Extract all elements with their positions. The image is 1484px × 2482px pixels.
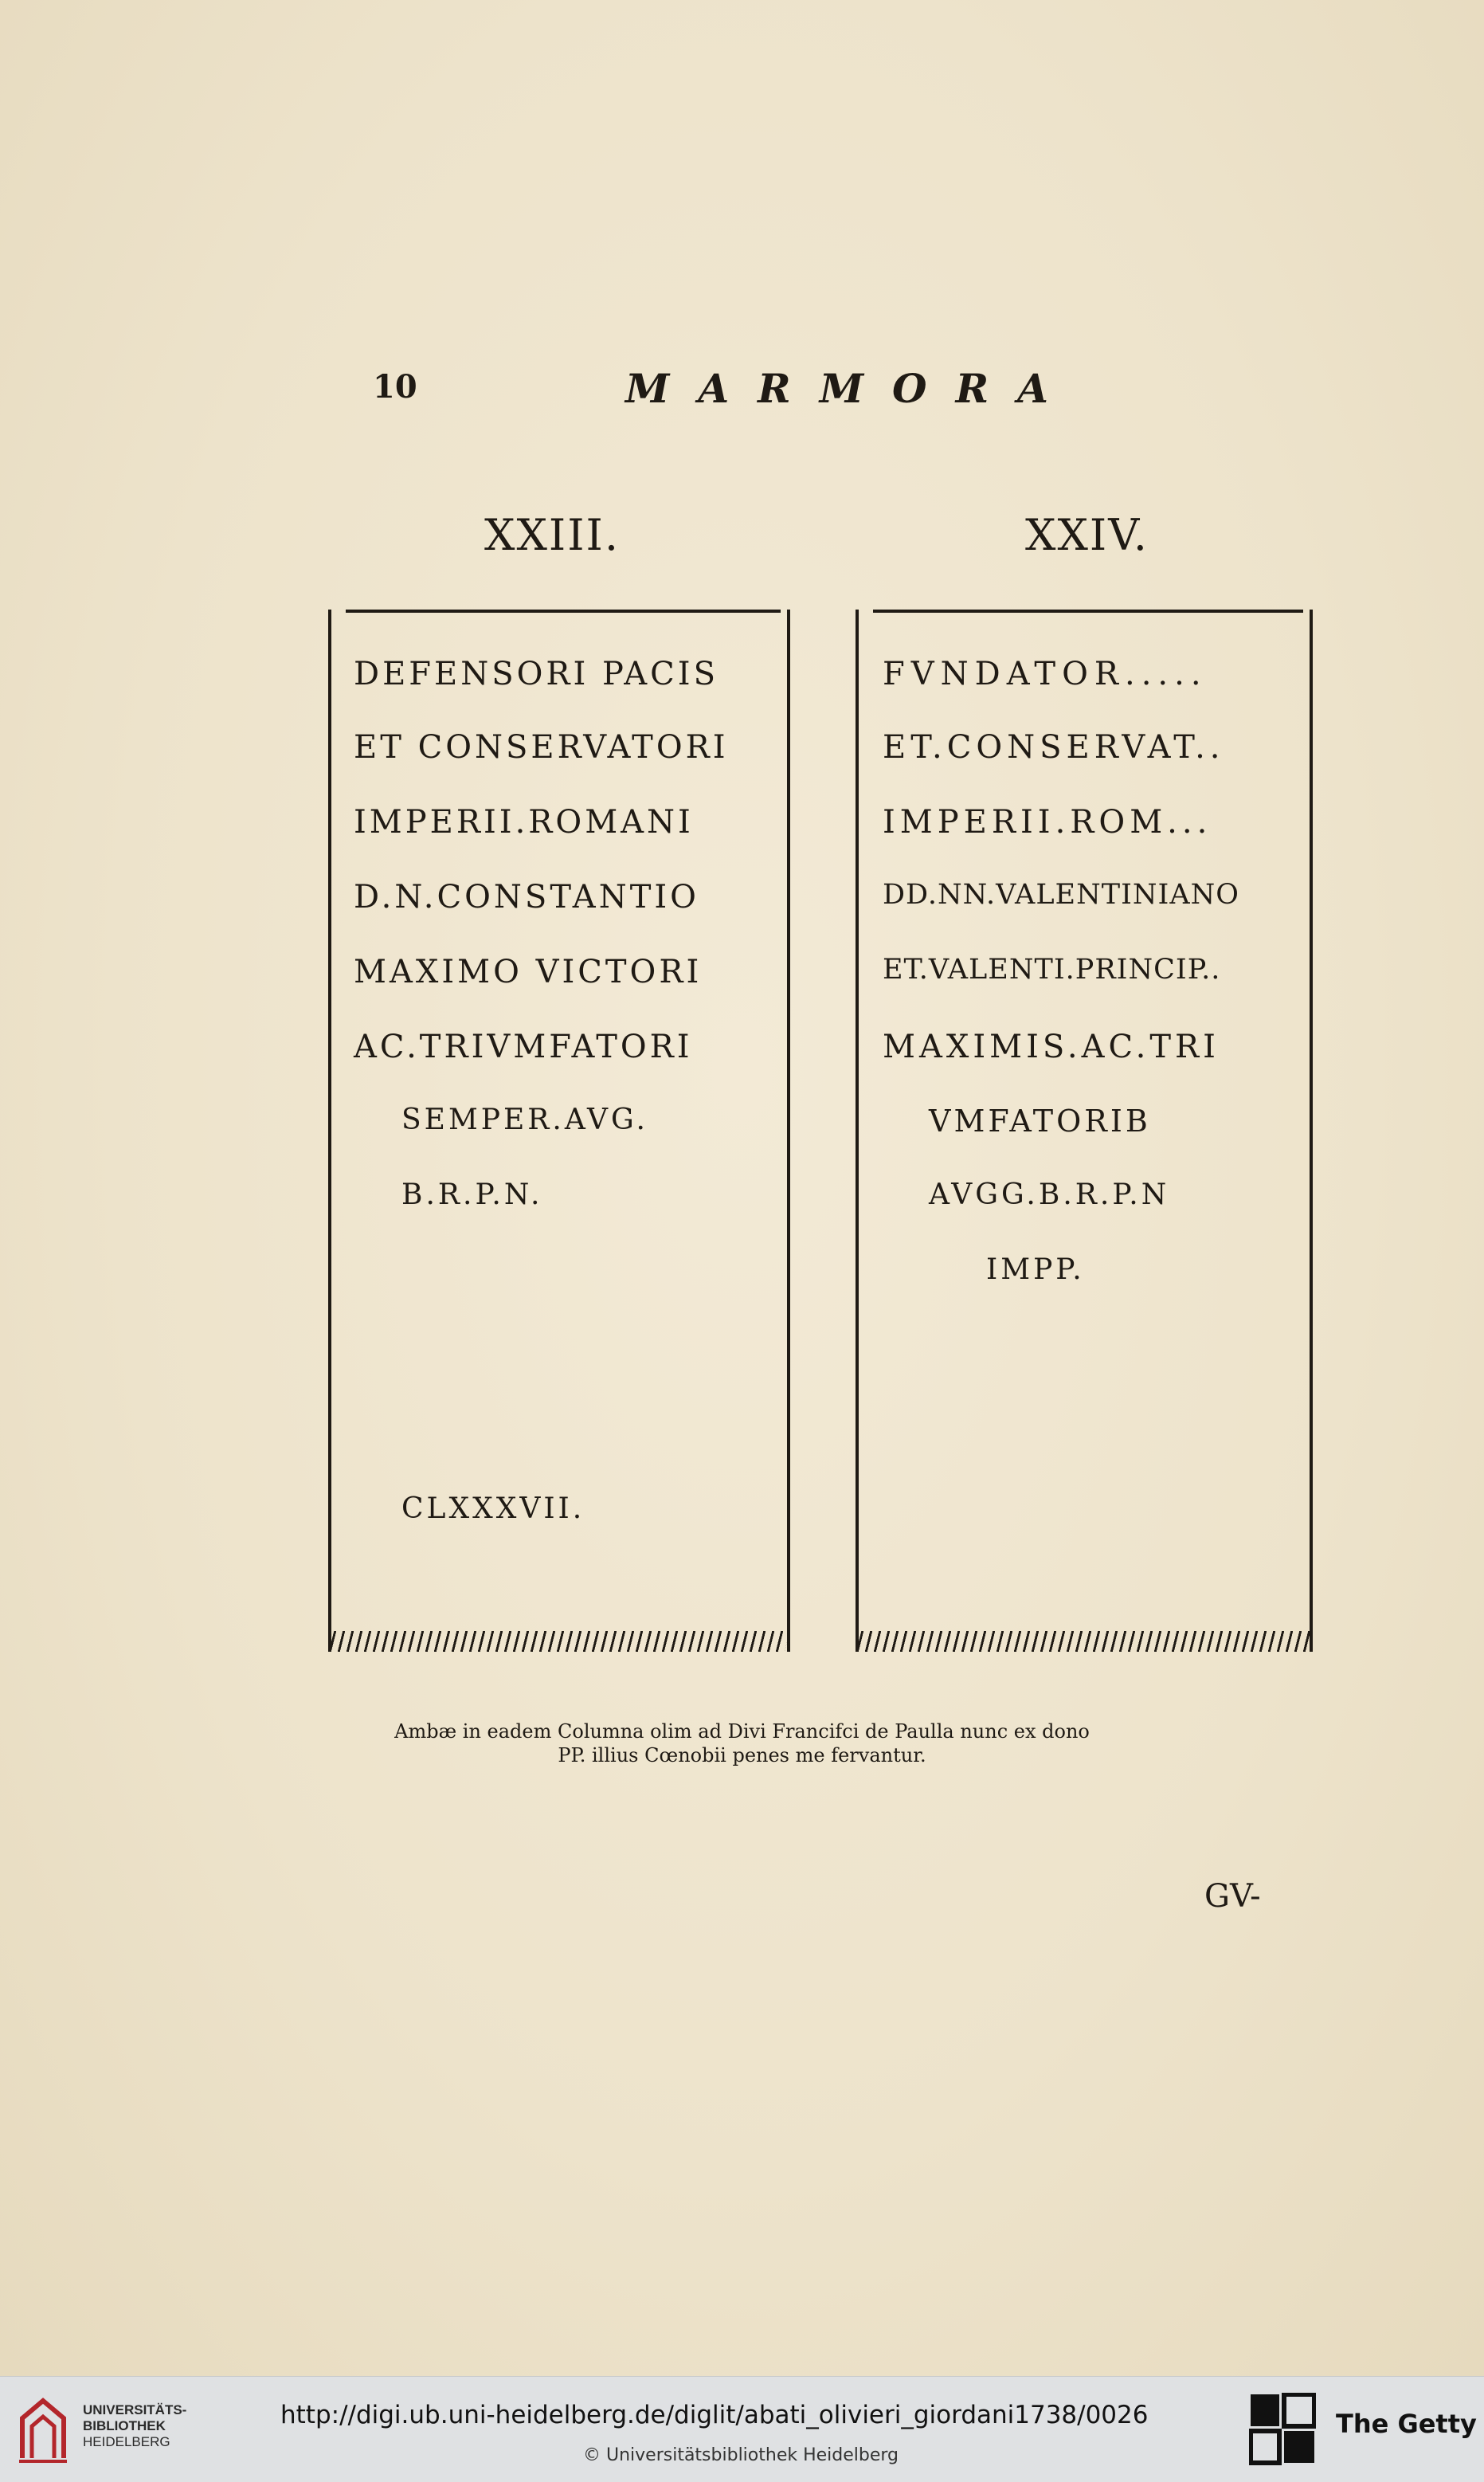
frame-top-rule bbox=[873, 610, 1303, 613]
institution-line: UNIVERSITÄTS- bbox=[83, 2402, 187, 2417]
inscription-line: D.N.CONSTANTIO bbox=[354, 879, 699, 916]
inscription-line: ET.VALENTI.PRINCIP.. bbox=[883, 954, 1221, 986]
permalink-url[interactable]: http://digi.ub.uni-heidelberg.de/diglit/abati_olivieri_giordani1738/0026 bbox=[280, 2401, 1149, 2429]
inscription-line: DEFENSORI PACIS bbox=[354, 656, 719, 692]
footnote-line: Ambæ in eadem Columna olim ad Divi Francifci de Paulla nunc ex dono bbox=[394, 1720, 1090, 1743]
inscription-heading-left: XXIII. bbox=[484, 510, 621, 560]
inscription-line: FVNDATOR..... bbox=[883, 656, 1208, 692]
running-title: MARMORA bbox=[625, 365, 1077, 412]
frame-bottom-hatching bbox=[329, 1631, 789, 1652]
getty-logo-icon bbox=[1249, 2393, 1316, 2466]
institution-line: BIBLIOTHEK bbox=[83, 2418, 166, 2433]
inscription-line: IMPP. bbox=[986, 1253, 1085, 1286]
partner-name: The Getty bbox=[1336, 2409, 1477, 2439]
inscription-frame-left bbox=[328, 610, 790, 1652]
copyright-notice: © Universitätsbibliothek Heidelberg bbox=[583, 2445, 899, 2465]
inscription-line: ET.CONSERVAT.. bbox=[883, 729, 1225, 766]
institution-line: HEIDELBERG bbox=[83, 2434, 170, 2449]
university-library-logo-icon bbox=[16, 2394, 70, 2464]
page-number: 10 bbox=[373, 368, 417, 406]
inscription-line: IMPERII.ROMANI bbox=[354, 804, 694, 841]
inscription-frame-right bbox=[856, 610, 1313, 1652]
inscription-line: MAXIMO VICTORI bbox=[354, 954, 703, 990]
inscription-line: MAXIMIS.AC.TRI bbox=[883, 1029, 1220, 1065]
inscription-line: ET CONSERVATORI bbox=[354, 729, 729, 766]
inscription-line: DD.NN.VALENTINIANO bbox=[883, 879, 1239, 911]
inscription-line: SEMPER.AVG. bbox=[401, 1104, 648, 1136]
frame-top-rule bbox=[346, 610, 781, 613]
footnote-line: PP. illius Cœnobii penes me fervantur. bbox=[558, 1744, 926, 1766]
inscription-line: AVGG.B.R.P.N bbox=[929, 1178, 1170, 1211]
inscription-number: CLXXXVII. bbox=[401, 1492, 585, 1525]
frame-bottom-hatching bbox=[856, 1631, 1312, 1652]
inscription-heading-right: XXIV. bbox=[1025, 510, 1149, 560]
inscription-line: IMPERII.ROM... bbox=[883, 804, 1212, 841]
inscription-line: AC.TRIVMFATORI bbox=[354, 1029, 693, 1065]
inscription-line: B.R.P.N. bbox=[401, 1178, 543, 1211]
institution-name bbox=[83, 2402, 186, 2450]
footer-bar bbox=[0, 2376, 1484, 2482]
catchword: GV- bbox=[1204, 1878, 1261, 1915]
inscription-line: VMFATORIB bbox=[929, 1104, 1151, 1139]
